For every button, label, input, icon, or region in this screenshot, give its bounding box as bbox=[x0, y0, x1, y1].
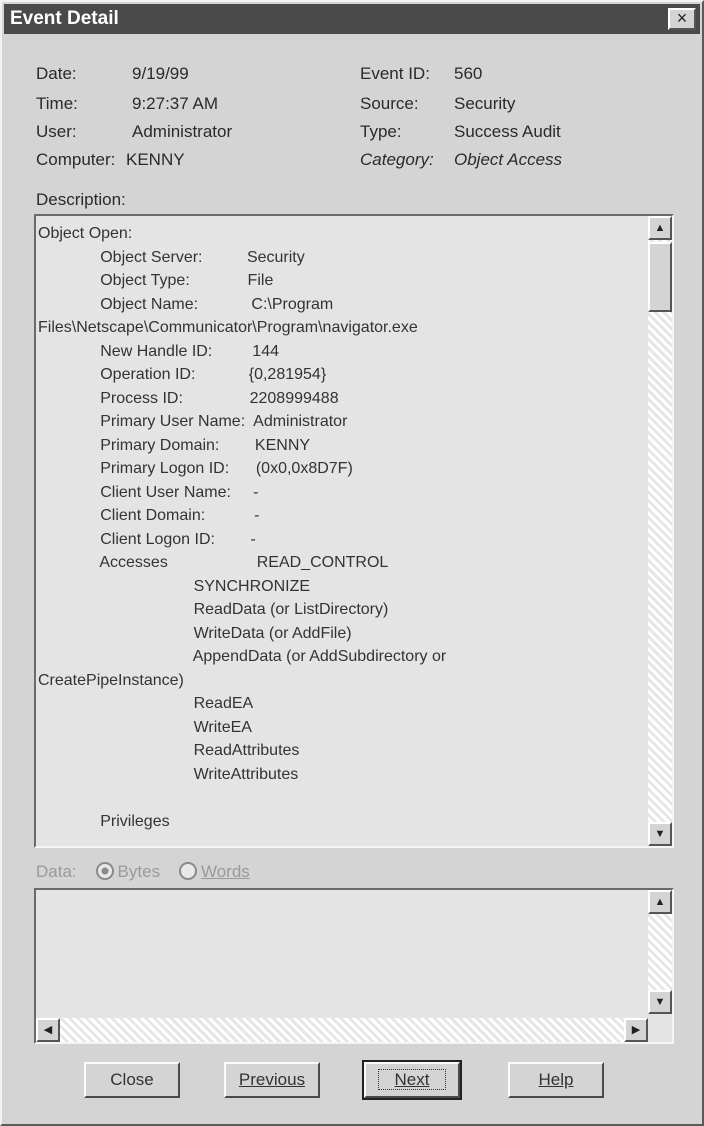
date-label: Date: bbox=[36, 64, 77, 83]
previous-button[interactable] bbox=[224, 1062, 320, 1098]
scroll-up-icon[interactable]: ▲ bbox=[648, 216, 672, 240]
user-label: User: bbox=[36, 122, 77, 141]
computer-label: Computer: bbox=[36, 150, 116, 169]
words-label[interactable]: Words bbox=[200, 862, 250, 881]
next-button[interactable] bbox=[364, 1062, 460, 1098]
date-value: 9/19/99 bbox=[132, 64, 189, 83]
data-scroll-up-icon[interactable]: ▲ bbox=[648, 890, 672, 914]
source-value: Security bbox=[454, 94, 516, 113]
words-radio[interactable] bbox=[179, 862, 197, 880]
scroll-thumb[interactable] bbox=[648, 242, 672, 312]
time-label: Time: bbox=[36, 94, 78, 113]
description-textbox[interactable] bbox=[34, 214, 674, 848]
close-icon[interactable]: × bbox=[668, 8, 696, 30]
computer-value: KENNY bbox=[126, 150, 185, 169]
category-value: Object Access bbox=[454, 150, 563, 169]
type-value: Success Audit bbox=[454, 122, 561, 141]
bytes-radio[interactable] bbox=[96, 862, 114, 880]
type-label: Type: bbox=[360, 122, 402, 141]
description-vertical-scrollbar[interactable] bbox=[648, 216, 672, 846]
time-value: 9:27:37 AM bbox=[132, 94, 219, 113]
data-label: Data: bbox=[36, 862, 77, 881]
user-value: Administrator bbox=[132, 122, 233, 141]
window-title: Event Detail bbox=[10, 8, 119, 29]
event-properties bbox=[2, 2, 702, 202]
scroll-right-icon[interactable]: ▶ bbox=[624, 1018, 648, 1042]
next-button-label: Next bbox=[378, 1069, 447, 1090]
data-scroll-down-icon[interactable]: ▼ bbox=[648, 990, 672, 1014]
scroll-left-icon[interactable]: ◀ bbox=[36, 1018, 60, 1042]
data-format-row bbox=[36, 862, 250, 882]
event-id-label: Event ID: bbox=[360, 64, 430, 83]
event-id-value: 560 bbox=[454, 64, 483, 83]
data-textbox[interactable] bbox=[34, 888, 674, 1044]
scroll-down-icon[interactable]: ▼ bbox=[648, 822, 672, 846]
data-horizontal-scrollbar[interactable] bbox=[36, 1018, 648, 1042]
help-button-label: Help bbox=[538, 1070, 574, 1089]
description-label: Description: bbox=[36, 190, 126, 209]
close-button[interactable]: Close bbox=[84, 1062, 180, 1098]
source-label: Source: bbox=[360, 94, 419, 113]
category-label: Category: bbox=[360, 150, 434, 169]
help-button[interactable] bbox=[508, 1062, 604, 1098]
data-vertical-scrollbar[interactable] bbox=[648, 890, 672, 1014]
previous-button-label: Previous bbox=[238, 1070, 306, 1089]
bytes-label[interactable]: Bytes bbox=[117, 862, 161, 881]
description-text[interactable]: Object Open: Object Server: Security Object Type: File Object Name: C:\Program Files\Netscape\Communicator\Program\navigator.exe New Handle ID: 144 Operation ID: {0,281954} Process ID: 2208999488 Primary User Name: Administrator Primary Domain: KENNY Primary Logon ID: (0x0,0x8D7F) Client User Name: - Client Domain: - Client Logon ID: - Accesses READ_CONTROL SYNCHRONIZE ReadData (or ListDirectory) WriteData (or AddFile) AppendData (or AddSubdirectory or CreatePipeInstance) ReadEA WriteEA ReadAttributes WriteAttributes Privileges bbox=[38, 225, 447, 830]
